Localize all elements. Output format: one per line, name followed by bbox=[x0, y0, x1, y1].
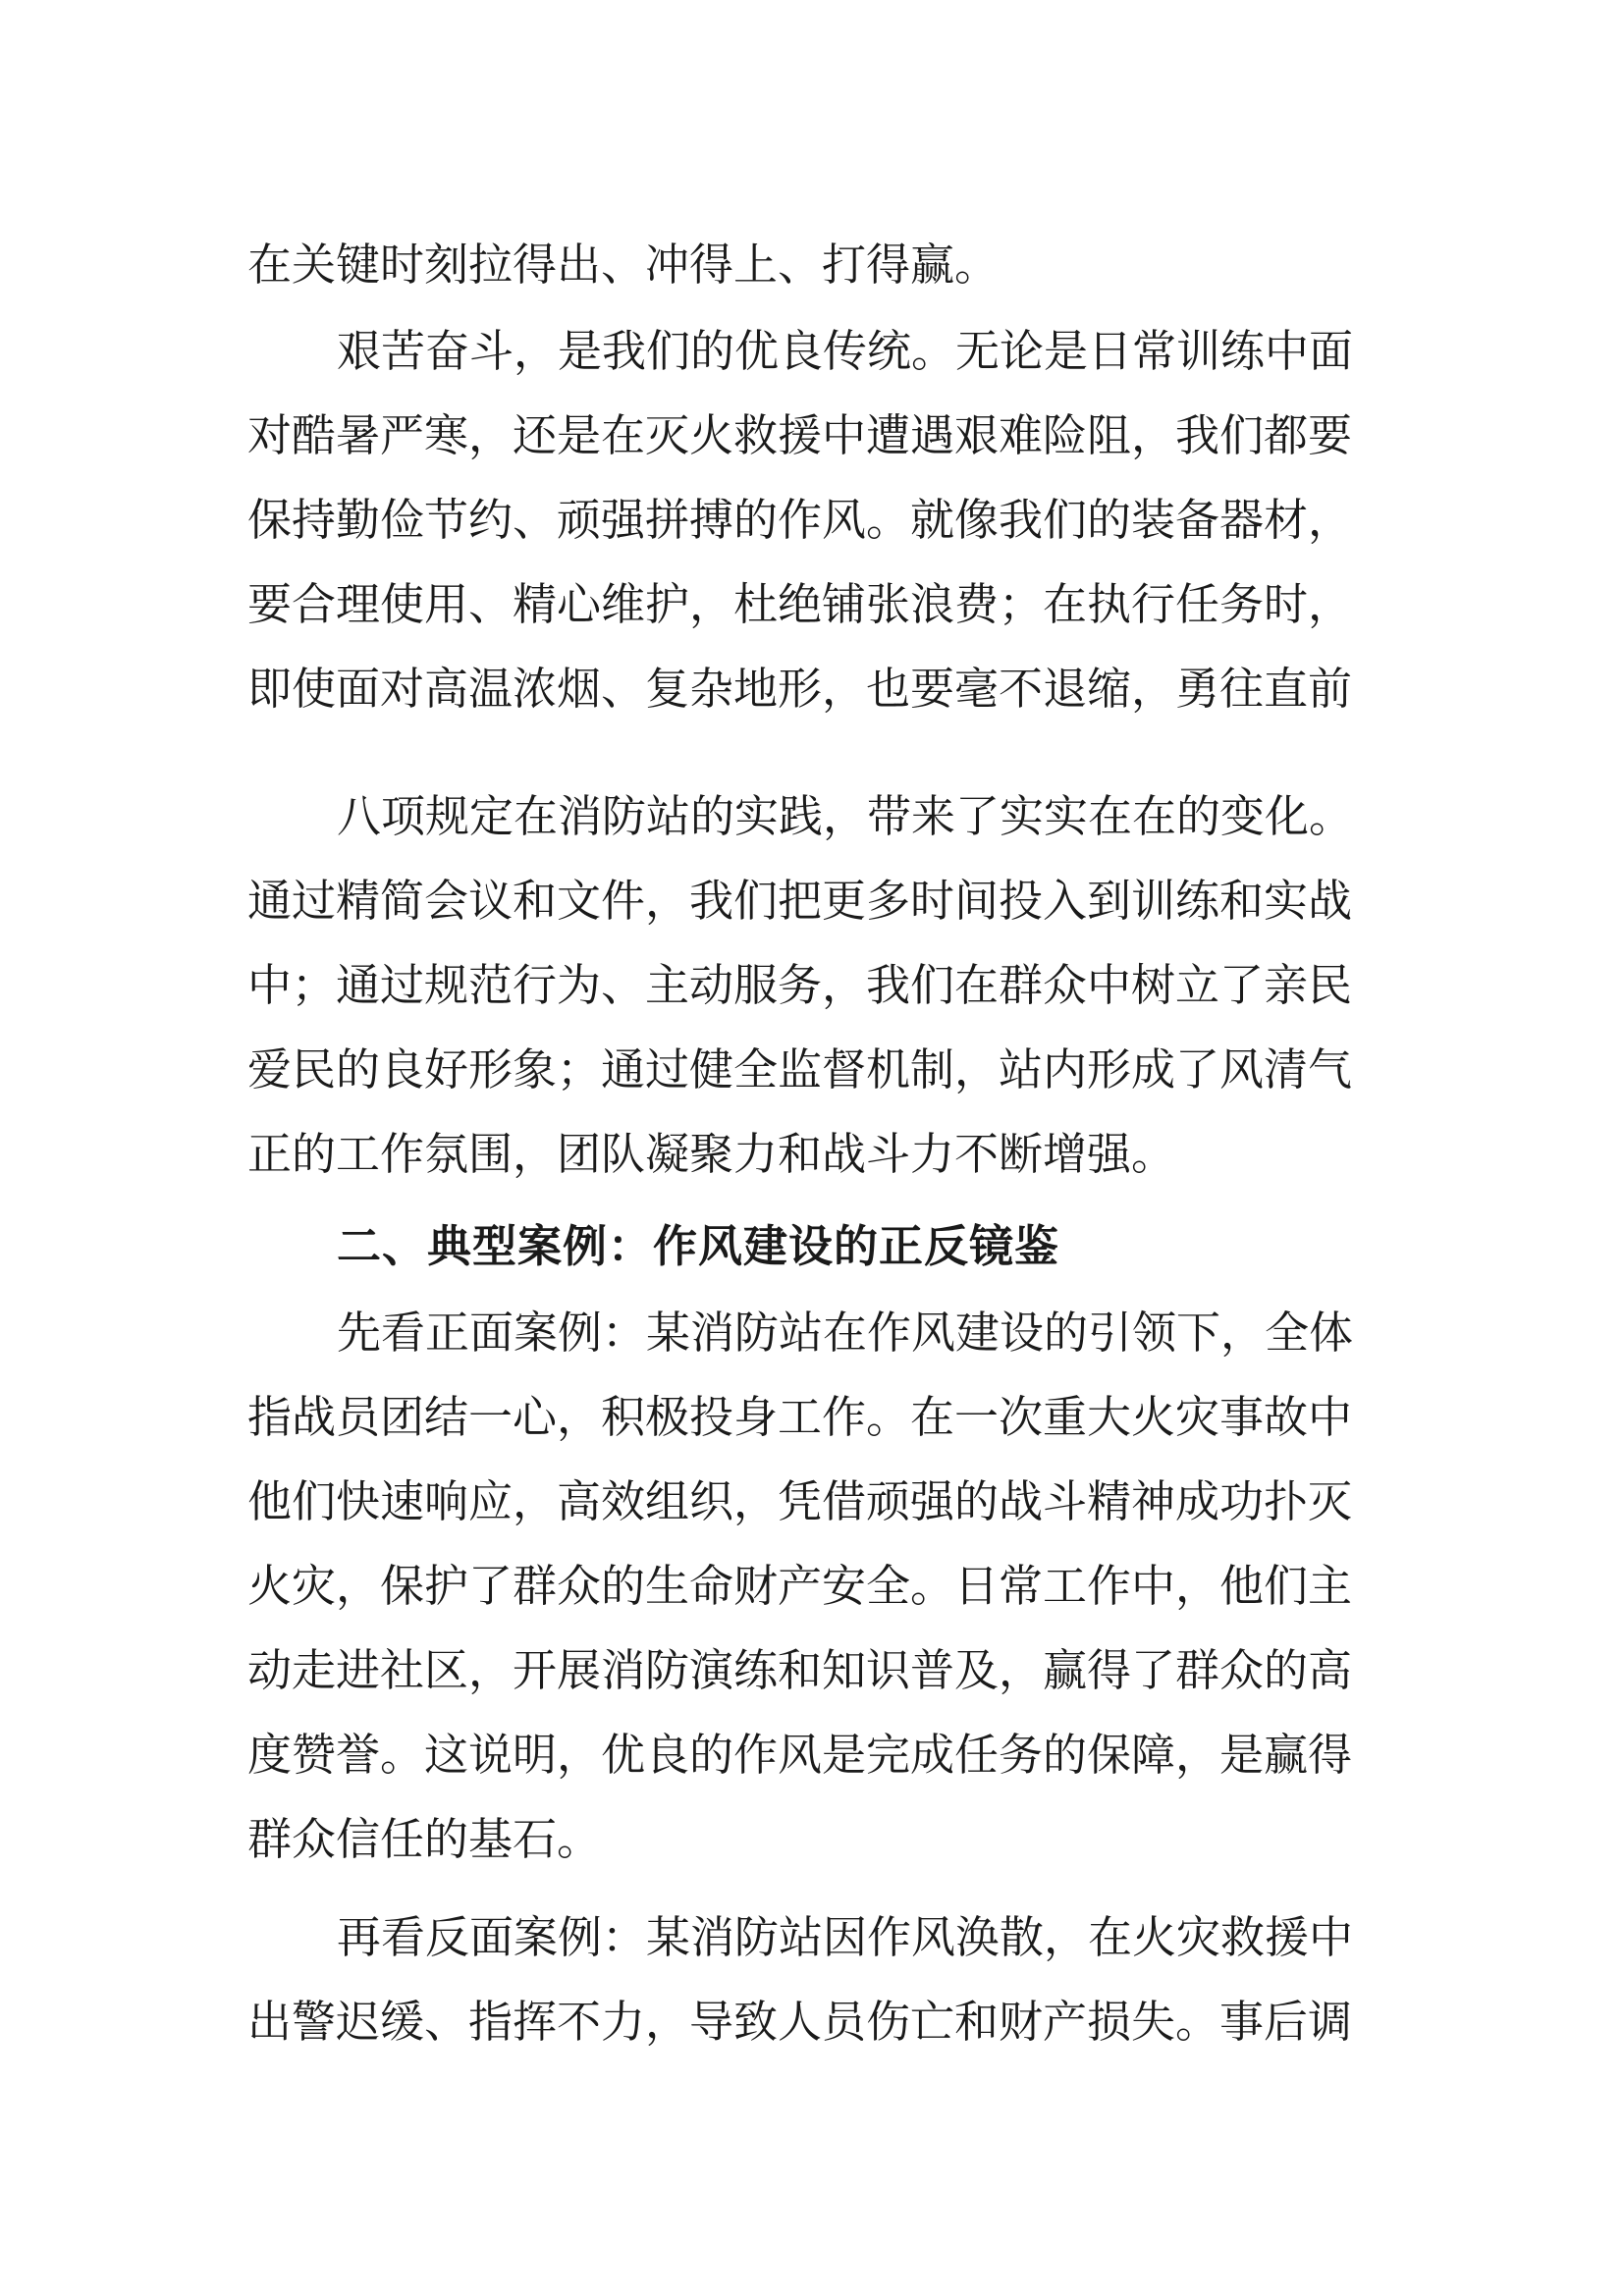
text-line: 对酷暑严寒，还是在灭火救援中遭遇艰难险阻，我们都要 bbox=[247, 409, 1353, 461]
text-line: 指战员团结一心，积极投身工作。在一次重大火灾事故中 bbox=[247, 1391, 1353, 1443]
text-line: 他们快速响应，高效组织，凭借顽强的战斗精神成功扑灭 bbox=[247, 1475, 1353, 1527]
text-line: 保持勤俭节约、顽强拼搏的作风。就像我们的装备器材， bbox=[247, 494, 1353, 546]
text-line: 通过精简会议和文件，我们把更多时间投入到训练和实战 bbox=[247, 875, 1353, 927]
text-line: 要合理使用、精心维护，杜绝铺张浪费；在执行任务时， bbox=[247, 578, 1353, 630]
paragraph-start-line: 再看反面案例：某消防站因作风涣散，在火灾救援中 bbox=[337, 1911, 1354, 1963]
section-heading: 二、典型案例：作风建设的正反镜鉴 bbox=[337, 1220, 1060, 1272]
paragraph-start-line: 八项规定在消防站的实践，带来了实实在在的变化。 bbox=[337, 790, 1354, 842]
text-line: 正的工作氛围，团队凝聚力和战斗力不断增强。 bbox=[247, 1128, 1176, 1180]
text-line: 动走进社区，开展消防演练和知识普及，赢得了群众的高 bbox=[247, 1644, 1353, 1696]
text-line: 群众信任的基石。 bbox=[247, 1813, 602, 1865]
text-line: 爱民的良好形象；通过健全监督机制，站内形成了风清气 bbox=[247, 1043, 1353, 1095]
text-line: 中；通过规范行为、主动服务，我们在群众中树立了亲民 bbox=[247, 959, 1353, 1011]
text-line: 在关键时刻拉得出、冲得上、打得赢。 bbox=[247, 239, 1000, 291]
paragraph-start-line: 艰苦奋斗，是我们的优良传统。无论是日常训练中面 bbox=[337, 325, 1354, 377]
text-line: 度赞誉。这说明，优良的作风是完成任务的保障，是赢得 bbox=[247, 1729, 1353, 1781]
text-line: 即使面对高温浓烟、复杂地形，也要毫不退缩，勇往直前 bbox=[247, 663, 1353, 715]
text-line: 出警迟缓、指挥不力，导致人员伤亡和财产损失。事后调 bbox=[247, 1996, 1353, 2048]
text-line: 火灾，保护了群众的生命财产安全。日常工作中，他们主 bbox=[247, 1560, 1353, 1612]
paragraph-start-line: 先看正面案例：某消防站在作风建设的引领下，全体 bbox=[337, 1307, 1354, 1359]
